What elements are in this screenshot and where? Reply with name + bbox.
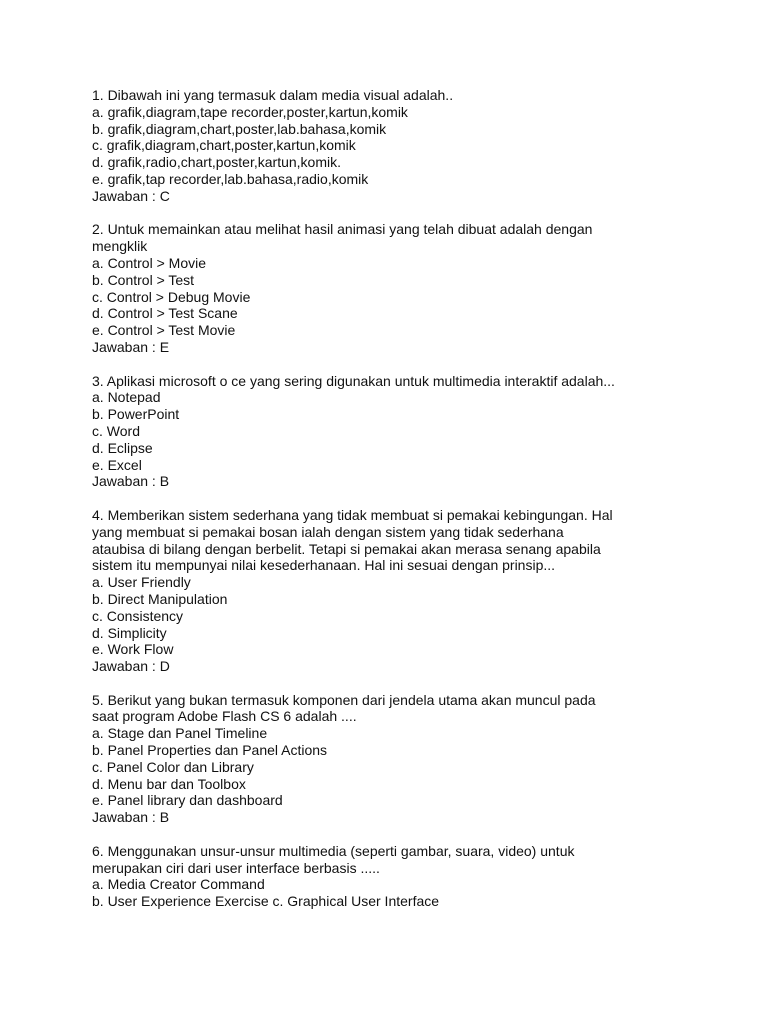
option-e: e. Panel library dan dashboard: [92, 792, 283, 809]
option-c: c. Word: [92, 422, 140, 439]
question-text: 3. Aplikasi microsoft o ce yang sering digunakan untuk multimedia interaktif adalah...: [92, 372, 615, 389]
question-text: ataubisa di bilang dengan berbelit. Tetapi si pemakai akan merasa senang apabila: [92, 540, 601, 557]
question-text: 6. Menggunakan unsur-unsur multimedia (seperti gambar, suara, video) untuk: [92, 842, 575, 859]
option-c: c. grafik,diagram,chart,poster,kartun,komik: [92, 137, 356, 154]
question-text: mengklik: [92, 238, 148, 255]
option-e: e. Work Flow: [92, 641, 174, 658]
question-text: yang membuat si pemakai bosan ialah dengan sistem yang tidak sederhana: [92, 523, 564, 540]
question-2: [92, 221, 712, 355]
option-a: a. grafik,diagram,tape recorder,poster,kartun,komik: [92, 103, 408, 120]
option-d: d. grafik,radio,chart,poster,kartun,komik.: [92, 154, 341, 171]
answer-key: Jawaban : B: [92, 809, 170, 826]
question-text: saat program Adobe Flash CS 6 adalah ....: [92, 708, 357, 725]
option-c: c. Control > Debug Movie: [92, 288, 251, 305]
option-d: d. Control > Test Scane: [92, 305, 238, 322]
option-d: d. Simplicity: [92, 624, 167, 641]
question-text: 4. Memberikan sistem sederhana yang tidak membuat si pemakai kebingungan. Hal: [92, 506, 613, 523]
question-text: 1. Dibawah ini yang termasuk dalam media visual adalah..: [92, 87, 454, 103]
question-6: [92, 843, 712, 910]
option-b: b. Panel Properties dan Panel Actions: [92, 742, 328, 759]
question-4: [92, 507, 712, 675]
option-a: a. Media Creator Command: [92, 876, 265, 893]
option-a: a. Notepad: [92, 389, 161, 406]
option-c: c. Consistency: [92, 607, 184, 624]
option-e: e. grafik,tap recorder,lab.bahasa,radio,komik: [92, 170, 369, 187]
option-a: a. Control > Movie: [92, 254, 206, 271]
option-a: a. User Friendly: [92, 574, 191, 591]
option-b: b. Control > Test: [92, 271, 195, 288]
question-5: [92, 692, 712, 826]
option-b: b. User Experience Exercise c. Graphical User Interface: [92, 893, 440, 910]
option-b: b. PowerPoint: [92, 406, 180, 423]
document-page: [92, 87, 712, 927]
option-b: b. grafik,diagram,chart,poster,lab.bahasa,komik: [92, 120, 387, 137]
option-c: c. Panel Color dan Library: [92, 758, 254, 775]
question-text: 5. Berikut yang bukan termasuk komponen dari jendela utama akan muncul pada: [92, 691, 596, 708]
question-3: [92, 373, 712, 491]
question-1: [92, 87, 712, 205]
option-e: e. Excel: [92, 456, 142, 473]
answer-key: Jawaban : E: [92, 338, 170, 355]
answer-key: Jawaban : D: [92, 658, 170, 675]
answer-key: Jawaban : B: [92, 473, 170, 490]
question-text: sistem itu mempunyai nilai kesederhanaan. Hal ini sesuai dengan prinsip...: [92, 557, 556, 574]
answer-key: Jawaban : C: [92, 187, 170, 204]
question-text: 2. Untuk memainkan atau melihat hasil animasi yang telah dibuat adalah dengan: [92, 221, 593, 238]
option-d: d. Eclipse: [92, 439, 153, 456]
option-d: d. Menu bar dan Toolbox: [92, 775, 246, 792]
question-text: merupakan ciri dari user interface berbasis .....: [92, 859, 380, 876]
option-a: a. Stage dan Panel Timeline: [92, 725, 268, 742]
option-b: b. Direct Manipulation: [92, 590, 228, 607]
option-e: e. Control > Test Movie: [92, 322, 236, 339]
